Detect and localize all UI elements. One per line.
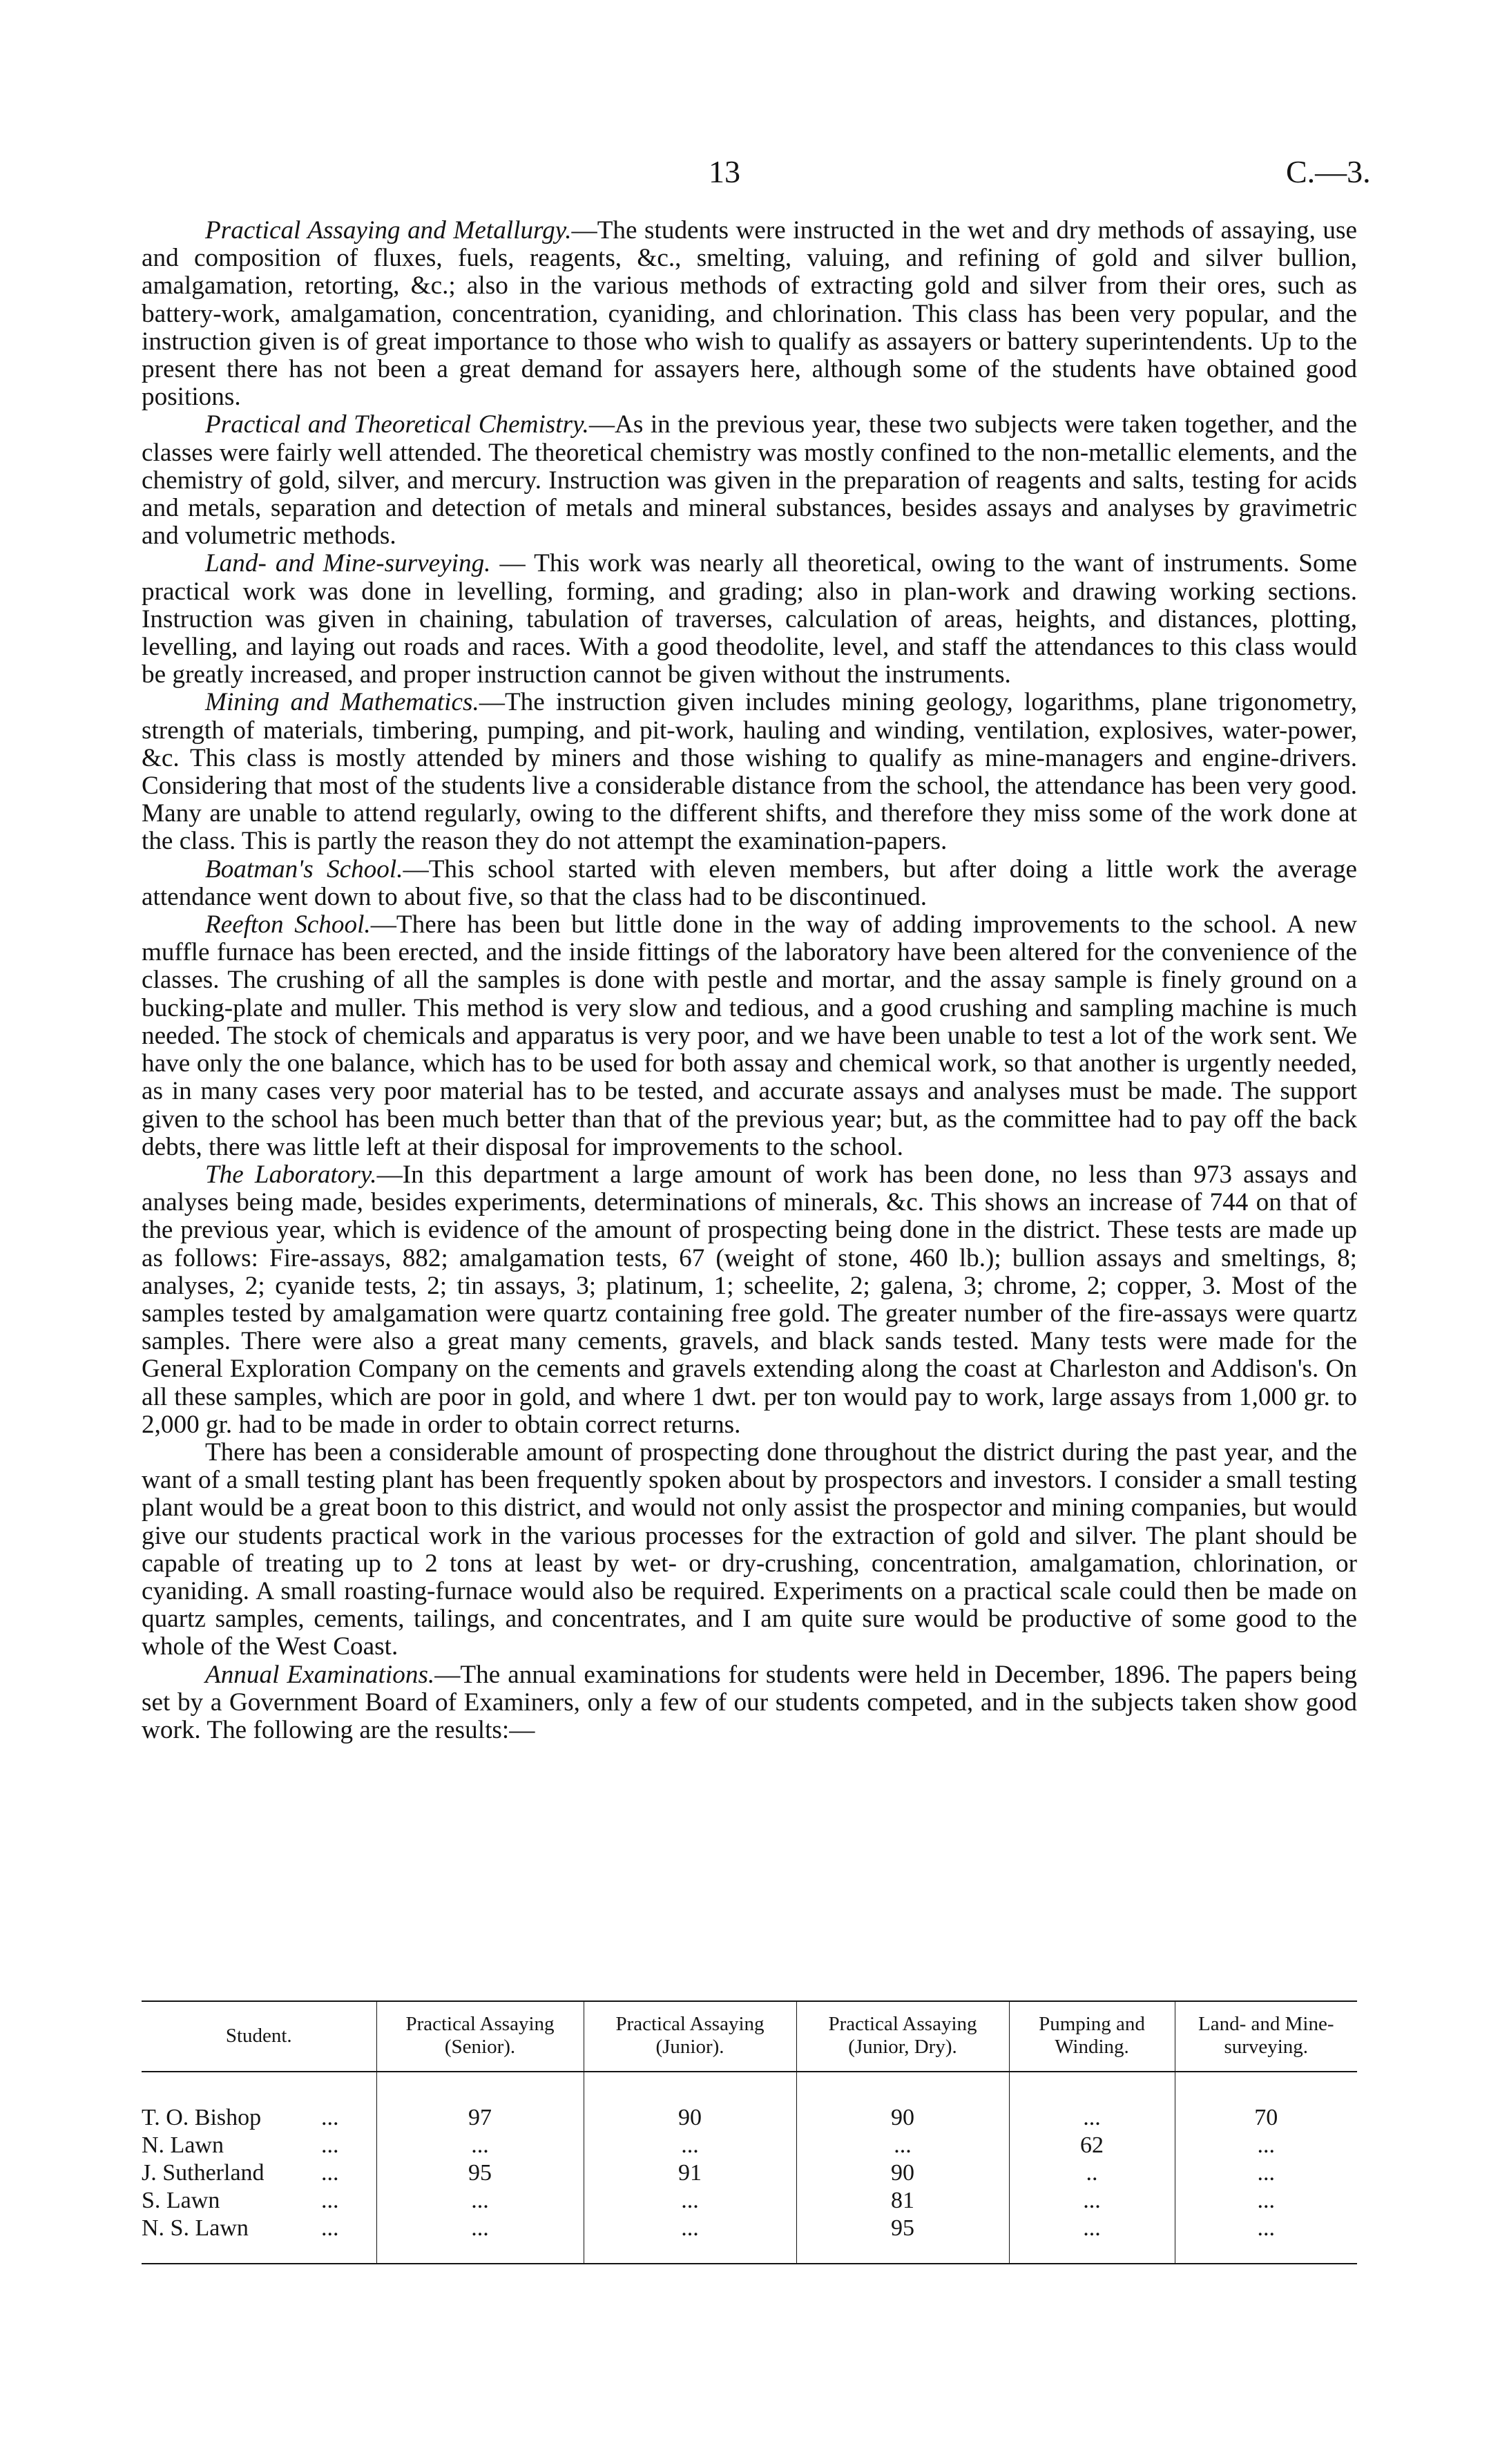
paragraph-text: —There has been but little done in the way of adding improvements to the school. A new muffle furnace has been erected, and the inside fittings of the laboratory have been altered for the convenience of the classes. The crushing of all the samples is done with pestle and mortar, and the assay sample is finely ground on a bucking-plate and muller. This method is very slow and tedious, and a good crushing and sampling machine is much needed. The stock of chemicals and apparatus is very poor, and we have been unable to test a lot of the work sent. We have only the one balance, which has to be used for both assay and chemical work, so that another is urgently needed, as in many cases very poor material has to be tested, and accurate assays and analyses must be made. The support given to the school has been much better than that of the previous year; but, as the committee had to pay off the back debts, there was little left at their disposal for improvements to the school. [142,910,1358,1161]
page-number: 13 [709,154,740,189]
column-header-assaying-junior-dry: Practical Assaying (Junior, Dry). [796,2001,1009,2072]
score-cell: ... [376,2132,584,2159]
table-row [142,2159,1357,2187]
score-cell: 95 [796,2215,1009,2242]
paragraph-text: —The instruction given includes mining geology, logarithms, plane trigonometry, strength of materials, timbering, pumping, and pit-work, hauling and winding, ventilation, explosives, water-power, &c. This class is mostly attended by miners and those wishing to qualify as mine-managers and engine-drivers. Considering that most of the students live a considerable distance from the school, the attendance has been very good. Many are unable to attend regularly, owing to the different shifts, and therefore they miss some of the work done at the class. This is partly the reason they do not attempt the examination-papers. [142,688,1358,856]
table-row [142,2215,1357,2242]
paragraph-text: There has been a considerable amount of prospecting done throughout the district during the past year, and the want of a small testing plant has been frequently spoken about by prospectors and investors. I consider a small testing plant would be a great boon to this district, and would not only assist the prospector and mining companies, but would give our students practical work in the various processes for the extraction of gold and silver. The plant should be capable of treating up to 2 tons at least by wet- or dry-crushing, concentration, amalgamation, chlorination, or cyaniding. A small roasting-furnace would also be required. Experiments on a practical scale could then be made on quartz samples, cements, tailings, and concentrates, and I am quite sure would be productive of some good to the whole of the West Coast. [142,1438,1357,1661]
student-name: T. O. Bishop [142,2105,262,2130]
paragraph-chemistry [142,411,1357,550]
score-cell: ... [376,2215,584,2242]
score-cell: ... [1175,2215,1357,2242]
score-cell: 90 [584,2104,796,2132]
score-cell: 97 [376,2104,584,2132]
paragraph-heading: Annual Examinations. [205,1660,435,1689]
paragraph-text: —This school started with eleven members, but after doing a little work the average attendance went down to about five, so that the class had to be discontinued. [142,854,1358,911]
table-row [142,2187,1357,2215]
paragraph-mining [142,689,1357,855]
leader-dots: ... [321,2132,339,2158]
score-cell: 70 [1175,2104,1357,2132]
paragraph-heading: Practical Assaying and Metallurgy. [205,216,572,245]
paragraph-heading: Reefton School. [205,910,371,939]
student-name: N. S. Lawn [142,2215,249,2241]
score-cell: 81 [796,2187,1009,2215]
leader-dots: ... [321,2105,339,2130]
score-cell: 90 [796,2104,1009,2132]
score-cell: 62 [1009,2132,1175,2159]
paragraph-prospecting [142,1439,1357,1661]
paragraph-laboratory [142,1161,1357,1439]
score-cell: ... [584,2132,796,2159]
table-row [142,2104,1357,2132]
column-header-student: Student. [225,2024,292,2047]
document-code: C.—3. [1286,154,1371,189]
student-name: S. Lawn [142,2188,220,2213]
report-body [142,217,1357,1744]
paragraph-text: —The annual examinations for students were held in December, 1896. The papers being set by a Government Board of Examiners, only a few of our students competed, and in the subjects taken show good work. The following are the results:— [142,1660,1357,1744]
score-cell: ... [1175,2159,1357,2187]
score-cell: ... [1009,2104,1175,2132]
score-cell: ... [1175,2187,1357,2215]
paragraph-annual-examinations [142,1661,1357,1745]
table-spacer [142,2242,1357,2264]
leader-dots: ... [321,2215,339,2241]
score-cell: ... [1175,2132,1357,2159]
score-cell: ... [1009,2187,1175,2215]
paragraph-surveying [142,550,1357,689]
paragraph-heading: Boatman's School. [205,854,403,884]
paragraph-boatmans-school [142,856,1357,911]
paragraph-text: —In this department a large amount of work has been done, no less than 973 assays and analyses being made, besides experiments, determinations of minerals, &c. This shows an increase of 744 on that of the previous year, which is evidence of the amount of prospecting being done in the district. These tests are made up as follows: Fire-assays, 882; amalgamation tests, 67 (weight of stone, 460 lb.); bullion assays and smeltings, 8; analyses, 2; cyanide tests, 2; tin assays, 3; platinum, 1; scheelite, 2; galena, 3; chrome, 2; copper, 3. Most of the samples tested by amalgamation were quartz containing free gold. The greater number of the fire-assays were quartz samples. There were also a great many cements, gravels, and black sands tested. Many tests were made for the General Exploration Company on the cements and gravels extending along the coast at Charleston and Addison's. On all these samples, which are poor in gold, and where 1 dwt. per ton would pay to work, large assays from 1,000 gr. to 2,000 gr. had to be made in order to obtain correct returns. [142,1160,1357,1439]
score-cell: ... [376,2187,584,2215]
paragraph-heading: The Laboratory. [205,1160,377,1189]
page-header [0,153,1509,195]
paragraph-heading: Land- and Mine-surveying. [205,549,491,578]
score-cell: ... [584,2187,796,2215]
results-table [142,2000,1357,2264]
paragraph-heading: Mining and Mathematics. [205,688,479,717]
paragraph-text: —The students were instructed in the wet and dry methods of assaying, use and composition of fluxes, fuels, reagents, &c., smelting, valuing, and refining of gold and silver bullion, amalgamation, retorting, &c.; also in the various methods of extracting gold and silver from their ores, such as battery-work, amalgamation, concentration, cyaniding, and chlorination. This class has been very popular, and the instruction given is of great importance to those who wish to qualify as assayers or battery superintendents. Up to the present there has not been a great demand for assayers here, although some of the students have obtained good positions. [142,216,1357,412]
column-header-pumping-winding: Pumping and Winding. [1009,2001,1175,2072]
score-cell: 90 [796,2159,1009,2187]
table-header-row [142,2001,1357,2072]
score-cell: 91 [584,2159,796,2187]
column-header-land-mine-surveying: Land- and Mine-surveying. [1175,2001,1357,2072]
paragraph-text: —As in the previous year, these two subjects were taken together, and the classes were fairly well attended. The theoretical chemistry was mostly confined to the non-metallic elements, and the chemistry of gold, silver, and mercury. Instruction was given in the preparation of reagents and salts, testing for acids and metals, separation and detection of metals and mineral substances, besides assays and analyses by gravimetric and volumetric methods. [142,410,1357,551]
paragraph-assaying [142,217,1357,411]
leader-dots: ... [321,2160,339,2186]
paragraph-text: — This work was nearly all theoretical, owing to the want of instruments. Some practical work was done in levelling, forming, and grading; also in plan-work and drawing working sections. Instruction was given in chaining, tabulation of traverses, calculation of areas, heights, and distances, plotting, levelling, and laying out roads and races. With a good theodolite, level, and staff the attendances to this class would be greatly increased, and proper instruction cannot be given without the instruments. [142,549,1357,689]
score-cell: 95 [376,2159,584,2187]
leader-dots: ... [321,2188,339,2213]
table-row [142,2132,1357,2159]
student-name: N. Lawn [142,2132,224,2158]
score-cell: .. [1009,2159,1175,2187]
score-cell: ... [796,2132,1009,2159]
score-cell: ... [1009,2215,1175,2242]
results-table-wrapper [142,2000,1357,2264]
student-name: J. Sutherland [142,2160,265,2186]
table-spacer [142,2072,1357,2104]
score-cell: ... [584,2215,796,2242]
column-header-assaying-senior: Practical Assaying (Senior). [376,2001,584,2072]
paragraph-heading: Practical and Theoretical Chemistry. [205,410,589,439]
paragraph-reefton-school [142,911,1357,1161]
column-header-assaying-junior: Practical Assaying (Junior). [584,2001,796,2072]
